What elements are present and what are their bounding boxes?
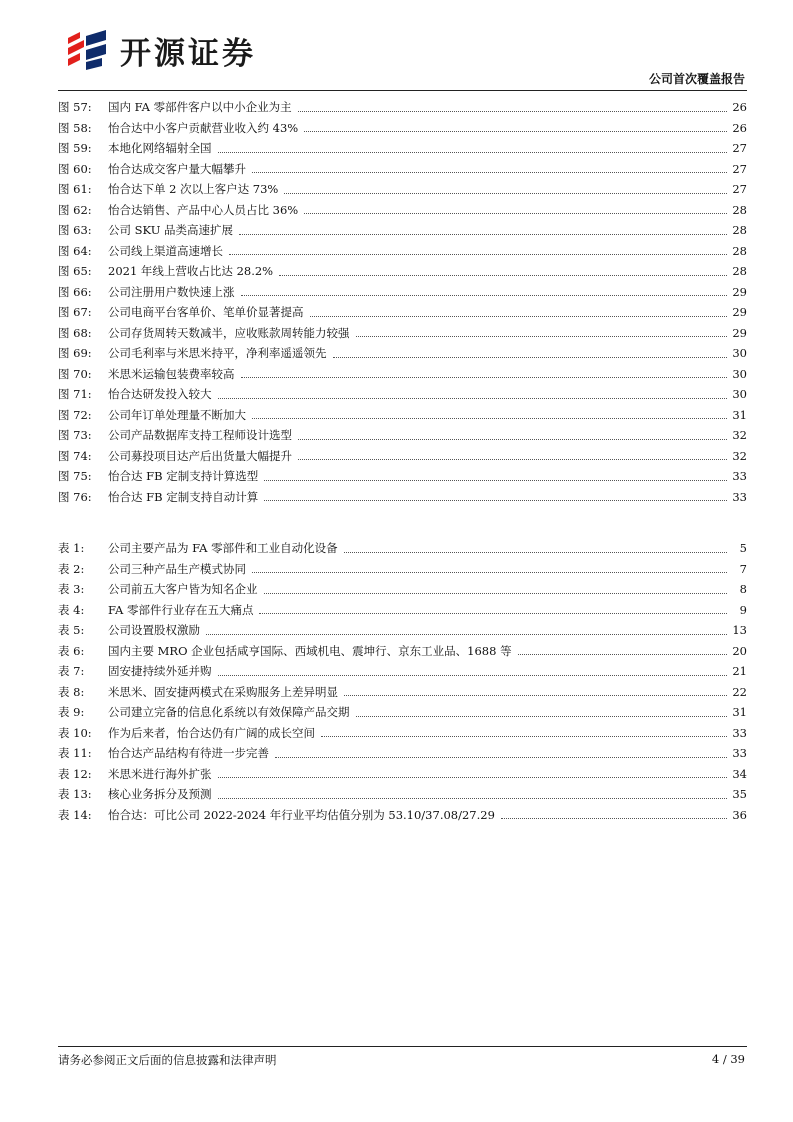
figure-entry[interactable] — [58, 282, 747, 303]
toc-entry-page: 35 — [732, 787, 747, 802]
toc-entry-title: 公司设置股权激励 — [108, 623, 200, 638]
toc-entry-page: 32 — [732, 448, 747, 463]
toc-entry-label: 图 58: — [58, 120, 92, 135]
figure-entry[interactable] — [58, 97, 747, 118]
page-indicator: 4 / 39 — [711, 1052, 745, 1066]
toc-entry-title: 米思米进行海外扩张 — [108, 766, 212, 781]
figure-entry[interactable] — [58, 466, 747, 487]
toc-entry-title: 公司存货周转天数减半，应收账款周转能力较强 — [108, 325, 350, 340]
figure-list — [58, 97, 747, 507]
figure-entry[interactable] — [58, 405, 747, 426]
toc-entry-page: 33 — [732, 725, 747, 740]
figure-entry[interactable] — [58, 364, 747, 385]
figure-entry[interactable] — [58, 261, 747, 282]
toc-leader-dots — [206, 634, 727, 635]
toc-entry-page: 33 — [732, 489, 747, 504]
toc-leader-dots — [304, 213, 727, 214]
toc-entry-label: 表 9: — [58, 705, 85, 720]
figure-entry[interactable] — [58, 446, 747, 467]
toc-entry-title: 公司线上渠道高速增长 — [108, 243, 223, 258]
toc-entry-label: 图 67: — [58, 305, 92, 320]
figure-entry[interactable] — [58, 220, 747, 241]
toc-entry-title: 国内主要 MRO 企业包括咸亨国际、西域机电、震坤行、京东工业品、1688 等 — [108, 643, 512, 658]
toc-entry-title: 公司毛利率与米思米持平，净利率遥遥领先 — [108, 346, 327, 361]
toc-entry-page: 30 — [732, 366, 747, 381]
toc-leader-dots — [298, 459, 727, 460]
table-entry[interactable] — [58, 641, 747, 662]
toc-entry-title: 公司产品数据库支持工程师设计选型 — [108, 428, 292, 443]
toc-entry-page: 27 — [732, 161, 747, 176]
table-entry[interactable] — [58, 538, 747, 559]
toc-entry-page: 27 — [732, 141, 747, 156]
toc-entry-title: 怡合达 FB 定制支持自动计算 — [108, 489, 259, 504]
toc-entry-label: 图 61: — [58, 182, 92, 197]
toc-leader-dots — [321, 736, 727, 737]
table-entry[interactable] — [58, 805, 747, 826]
figure-entry[interactable] — [58, 343, 747, 364]
toc-entry-title: 米思米、固安捷两模式在采购服务上差异明显 — [108, 684, 338, 699]
toc-entry-title: 公司三种产品生产模式协同 — [108, 561, 246, 576]
toc-entry-page: 29 — [732, 305, 747, 320]
toc-entry-page: 20 — [732, 643, 747, 658]
toc-entry-page: 28 — [732, 264, 747, 279]
figure-entry[interactable] — [58, 179, 747, 200]
toc-leader-dots — [284, 193, 727, 194]
toc-entry-title: 怡合达销售、产品中心人员占比 36% — [108, 202, 299, 217]
toc-entry-title: 本地化网络辐射全国 — [108, 141, 212, 156]
toc-entry-title: 怡合达中小客户贡献营业收入约 43% — [108, 120, 299, 135]
toc-entry-label: 图 66: — [58, 284, 92, 299]
figure-entry[interactable] — [58, 159, 747, 180]
toc-entry-label: 图 57: — [58, 100, 92, 115]
table-entry[interactable] — [58, 620, 747, 641]
toc-entry-title: 2021 年线上营收占比达 28.2% — [108, 264, 274, 279]
toc-leader-dots — [333, 357, 728, 358]
toc-entry-title: 公司建立完备的信息化系统以有效保障产品交期 — [108, 705, 350, 720]
toc-entry-title: 公司年订单处理量不断加大 — [108, 407, 246, 422]
toc-leader-dots — [344, 695, 727, 696]
toc-entry-title: 怡合达 FB 定制支持计算选型 — [108, 469, 259, 484]
toc-entry-label: 表 4: — [58, 602, 85, 617]
toc-entry-title: FA 零部件行业存在五大痛点 — [108, 602, 254, 617]
toc-entry-page: 29 — [732, 284, 747, 299]
figure-entry[interactable] — [58, 425, 747, 446]
toc-entry-label: 图 73: — [58, 428, 92, 443]
toc-entry-label: 表 3: — [58, 582, 85, 597]
toc-entry-title: 怡合达下单 2 次以上客户达 73% — [108, 182, 279, 197]
toc-entry-title: 米思米运输包装费率较高 — [108, 366, 235, 381]
table-entry[interactable] — [58, 764, 747, 785]
toc-entry-label: 表 2: — [58, 561, 85, 576]
toc-leader-dots — [264, 480, 727, 481]
toc-entry-title: 固安捷持续外延并购 — [108, 664, 212, 679]
toc-entry-title: 公司注册用户数快速上涨 — [108, 284, 235, 299]
toc-leader-dots — [298, 439, 727, 440]
footer-disclaimer: 请务必参阅正文后面的信息披露和法律声明 — [58, 1053, 277, 1067]
table-entry[interactable] — [58, 682, 747, 703]
toc-entry-title: 怡合达研发投入较大 — [108, 387, 212, 402]
table-entry[interactable] — [58, 702, 747, 723]
toc-entry-page: 33 — [732, 746, 747, 761]
toc-leader-dots — [259, 613, 727, 614]
toc-entry-page: 31 — [732, 705, 747, 720]
toc-leader-dots — [356, 716, 728, 717]
table-entry[interactable] — [58, 579, 747, 600]
toc-leader-dots — [239, 234, 727, 235]
toc-entry-title: 公司募投项目达产后出货量大幅提升 — [108, 448, 292, 463]
toc-entry-label: 图 65: — [58, 264, 92, 279]
toc-leader-dots — [252, 572, 727, 573]
figure-entry[interactable] — [58, 241, 747, 262]
figure-entry[interactable] — [58, 384, 747, 405]
toc-entry-page: 29 — [732, 325, 747, 340]
toc-leader-dots — [229, 254, 727, 255]
toc-entry-page: 28 — [732, 243, 747, 258]
toc-leader-dots — [298, 111, 727, 112]
toc-entry-label: 表 1: — [58, 541, 85, 556]
toc-entry-title: 公司前五大客户皆为知名企业 — [108, 582, 258, 597]
toc-leader-dots — [501, 818, 727, 819]
toc-entry-label: 表 8: — [58, 684, 85, 699]
toc-entry-label: 图 64: — [58, 243, 92, 258]
table-entry[interactable] — [58, 784, 747, 805]
toc-entry-page: 27 — [732, 182, 747, 197]
toc-entry-title: 国内 FA 零部件客户以中小企业为主 — [108, 100, 292, 115]
toc-entry-page: 34 — [732, 766, 747, 781]
toc-leader-dots — [241, 295, 728, 296]
toc-entry-label: 表 6: — [58, 643, 85, 658]
toc-entry-label: 表 5: — [58, 623, 85, 638]
toc-entry-label: 图 74: — [58, 448, 92, 463]
toc-entry-page: 26 — [732, 120, 747, 135]
toc-entry-page: 28 — [732, 223, 747, 238]
toc-leader-dots — [264, 593, 728, 594]
toc-entry-page: 28 — [732, 202, 747, 217]
toc-leader-dots — [218, 398, 728, 399]
toc-entry-label: 表 10: — [58, 725, 92, 740]
toc-entry-label: 图 62: — [58, 202, 92, 217]
table-entry[interactable] — [58, 743, 747, 764]
toc-leader-dots — [218, 152, 728, 153]
toc-entry-page: 36 — [732, 807, 747, 822]
toc-entry-label: 表 13: — [58, 787, 92, 802]
toc-leader-dots — [218, 675, 728, 676]
footer-divider — [58, 1046, 747, 1047]
table-entry[interactable] — [58, 723, 747, 744]
toc-entry-page: 7 — [739, 561, 747, 576]
table-entry[interactable] — [58, 559, 747, 580]
toc-entry-label: 图 76: — [58, 489, 92, 504]
toc-entry-title: 公司电商平台客单价、笔单价显著提高 — [108, 305, 304, 320]
toc-leader-dots — [218, 777, 728, 778]
toc-entry-page: 13 — [732, 623, 747, 638]
toc-entry-page: 33 — [732, 469, 747, 484]
toc-entry-label: 图 69: — [58, 346, 92, 361]
toc-entry-title: 作为后来者，怡合达仍有广阔的成长空间 — [108, 725, 315, 740]
toc-entry-title: 怡合达：可比公司 2022-2024 年行业平均估值分别为 53.10/37.08/27.29 — [108, 807, 495, 822]
figure-entry[interactable] — [58, 118, 747, 139]
toc-leader-dots — [279, 275, 727, 276]
toc-leader-dots — [356, 336, 728, 337]
toc-entry-label: 表 11: — [58, 746, 92, 761]
toc-entry-title: 公司主要产品为 FA 零部件和工业自动化设备 — [108, 541, 338, 556]
toc-entry-page: 30 — [732, 346, 747, 361]
toc-entry-label: 图 70: — [58, 366, 92, 381]
toc-entry-page: 21 — [732, 664, 747, 679]
toc-entry-page: 5 — [739, 541, 747, 556]
toc-entry-label: 图 60: — [58, 161, 92, 176]
toc-leader-dots — [275, 757, 727, 758]
toc-entry-page: 9 — [739, 602, 747, 617]
toc-entry-label: 表 7: — [58, 664, 85, 679]
toc-entry-page: 8 — [739, 582, 747, 597]
figure-entry[interactable] — [58, 200, 747, 221]
figure-entry[interactable] — [58, 323, 747, 344]
table-list — [58, 538, 747, 825]
toc-leader-dots — [264, 500, 727, 501]
toc-entry-title: 公司 SKU 品类高速扩展 — [108, 223, 234, 238]
toc-entry-page: 26 — [732, 100, 747, 115]
toc-entry-label: 表 12: — [58, 766, 92, 781]
table-entry[interactable] — [58, 661, 747, 682]
toc-entry-title: 怡合达成交客户量大幅攀升 — [108, 161, 246, 176]
report-type: 公司首次覆盖报告 — [648, 72, 745, 86]
toc-leader-dots — [218, 798, 728, 799]
logo-mark-icon — [62, 28, 114, 72]
figure-entry[interactable] — [58, 487, 747, 508]
toc-leader-dots — [310, 316, 728, 317]
toc-leader-dots — [241, 377, 728, 378]
toc-leader-dots — [252, 172, 727, 173]
toc-leader-dots — [252, 418, 727, 419]
toc-entry-label: 图 63: — [58, 223, 92, 238]
toc-leader-dots — [304, 131, 727, 132]
toc-entry-page: 30 — [732, 387, 747, 402]
toc-entry-page: 22 — [732, 684, 747, 699]
toc-entry-page: 32 — [732, 428, 747, 443]
company-logo — [62, 28, 256, 72]
figure-entry[interactable] — [58, 302, 747, 323]
toc-entry-label: 图 68: — [58, 325, 92, 340]
toc-entry-label: 图 72: — [58, 407, 92, 422]
header-divider — [58, 90, 747, 91]
table-entry[interactable] — [58, 600, 747, 621]
logo-text: 开源证券 — [120, 35, 256, 72]
toc-entry-label: 图 59: — [58, 141, 92, 156]
toc-leader-dots — [518, 654, 727, 655]
toc-leader-dots — [344, 552, 727, 553]
toc-entry-page: 31 — [732, 407, 747, 422]
toc-entry-label: 表 14: — [58, 807, 92, 822]
toc-entry-title: 核心业务拆分及预测 — [108, 787, 212, 802]
figure-entry[interactable] — [58, 138, 747, 159]
toc-entry-label: 图 71: — [58, 387, 92, 402]
toc-entry-title: 怡合达产品结构有待进一步完善 — [108, 746, 269, 761]
toc-entry-label: 图 75: — [58, 469, 92, 484]
